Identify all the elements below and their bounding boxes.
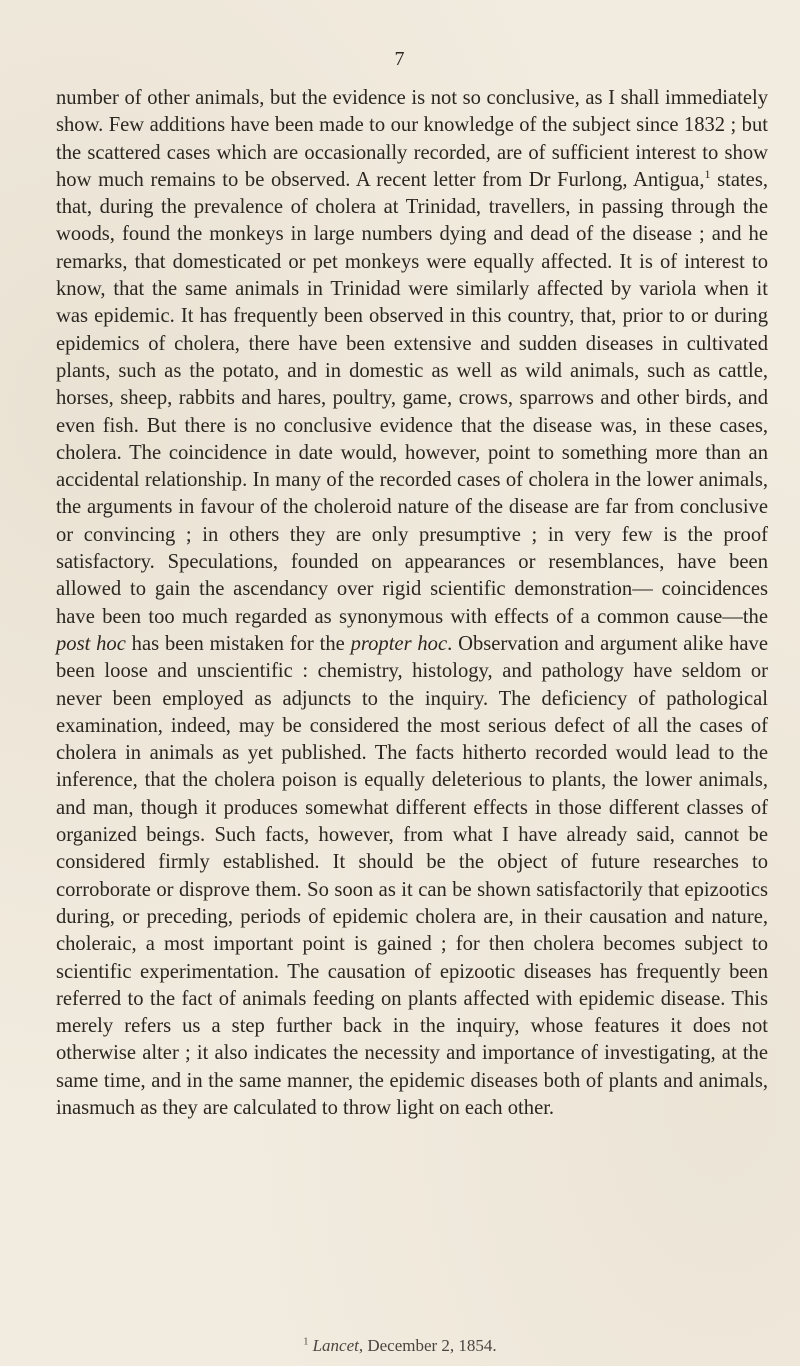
body-paragraph xyxy=(56,85,768,1122)
text-segment-2: states, that, during the prevalence of cholera at Trinidad, travellers, in passing through the woods, found the monkeys in large numbers dying and dead of the disease ; and he remarks, that domesticated or pet monkeys were equally affected. It is of interest to know, that the same animals in Trinidad were similarly affected by variola when it was epidemic. It has frequently been observed in this country, that, prior to or during epidemics of cholera, there have been extensive and sudden diseases in cultivated plants, such as the potato, and in domestic as well as wild animals, such as cattle, horses, sheep, rabbits and hares, poultry, game, crows, sparrows and other birds, and even fish. But there is no conclusive evidence that the disease was, in these cases, cholera. The coincidence in date would, however, point to something more than an accidental relationship. In many of the recorded cases of cholera in the lower animals, the arguments in favour of the choleroid nature of the disease are far from conclusive or convincing ; in others they are only presumptive ; in very few is the proof satisfactory. Speculations, founded on appearances or resemblances, have been allowed to gain the ascendancy over rigid scientific demonstration— coincidences have been too much regarded as synonymous with effects of a common cause—the xyxy=(56,168,768,628)
italic-propter-hoc: propter hoc xyxy=(350,632,448,655)
footnote-date: , December 2, 1854. xyxy=(358,1336,497,1355)
footnote-source: Lancet xyxy=(312,1336,359,1355)
text-segment-4: . Observation and argument alike have been loose and unscientific : chemistry, histology, and pathology have seldom or never been employed as adjuncts to the inquiry. The deficiency of pathological examination, indeed, may be considered the most serious defect of all the cases of cholera in animals as yet published. The facts hitherto recorded would lead to the inference, that the cholera poison is equally deleterious to plants, the lower animals, and man, though it produces somewhat different effects in those different classes of organized beings. Such facts, however, from what I have already said, cannot be considered firmly established. It should be the object of future researches to corroborate or disprove them. So soon as it can be shown satisfactorily that epizootics during, or preceding, periods of epidemic cholera are, in their causation and nature, choleraic, a most important point is gained ; for then cholera becomes subject to scientific experimentation. The causation of epizootic diseases has frequently been referred to the fact of animals feeding on plants affected with epidemic disease. This merely refers us a step further back in the inquiry, whose features it does not otherwise alter ; it also indicates the necessity and importance of investigating, at the same time, and in the same manner, the epidemic diseases both of plants and animals, inasmuch as they are calculated to throw light on each other. xyxy=(56,632,768,1119)
footnote-marker: 1 xyxy=(704,167,711,182)
paragraph-text xyxy=(56,85,768,1122)
text-segment-3: has been mistaken for the xyxy=(125,632,351,655)
italic-post-hoc: post hoc xyxy=(56,632,126,655)
page-number: 7 xyxy=(394,48,406,70)
footnote xyxy=(0,1336,800,1356)
footnote-number: 1 xyxy=(303,1336,309,1348)
text-segment-1: number of other animals, but the evidence is not so conclusive, as I shall immediately show. Few additions have been made to our knowledge of the subject since 1832 ; but the scattered cases which are occasionally recorded, are of sufficient interest to show how much remains to be observed. A recent letter from Dr Furlong, Antigua, xyxy=(56,87,768,191)
